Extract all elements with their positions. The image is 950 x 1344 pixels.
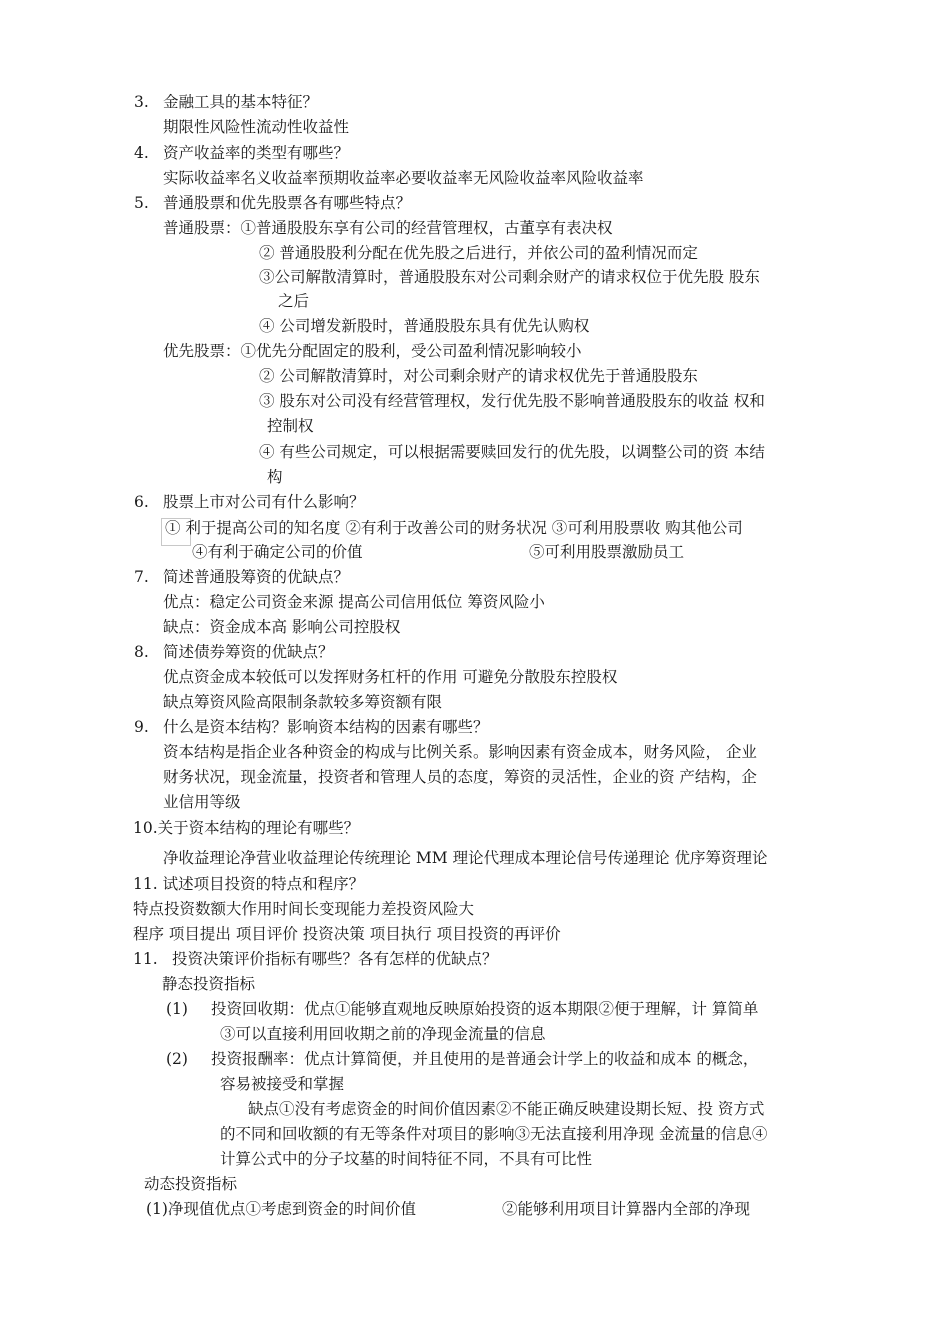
q9-number: 9. xyxy=(134,718,149,736)
static-item-2-disadvantages-2: 的不同和回收额的有无等条件对项目的影响③无法直接利用净现 金流量的信息④ xyxy=(220,1125,768,1143)
q7-question: 简述普通股筹资的优缺点？ xyxy=(163,568,350,586)
q6-answer-item-4: ④有利于确定公司的价值 xyxy=(192,543,363,561)
q9-answer-line-1: 资本结构是指企业各种资金的构成与比例关系。影响因素有资金成本，财务风险， 企业 xyxy=(163,743,757,761)
q7-disadvantages: 缺点：资金成本高 影响公司控股权 xyxy=(163,618,401,636)
q5-preferred-stock-point-4-cont: 构 xyxy=(267,468,283,486)
static-item-2-number: (2) xyxy=(166,1050,188,1068)
q4-question: 资产收益率的类型有哪些？ xyxy=(163,144,350,162)
q7-number: 7. xyxy=(134,568,149,586)
q11b-number: 11. xyxy=(133,950,158,968)
q9-question: 什么是资本结构？影响资本结构的因素有哪些？ xyxy=(163,718,489,736)
q6-number: 6. xyxy=(134,493,149,511)
q6-question: 股票上市对公司有什么影响？ xyxy=(163,493,365,511)
q5-preferred-stock-point-3-cont: 控制权 xyxy=(267,417,314,435)
dynamic-item-1-part-2: ②能够利用项目计算器内全部的净现 xyxy=(502,1200,751,1218)
q5-number: 5. xyxy=(134,194,149,212)
static-item-2-disadvantages-3: 计算公式中的分子坟墓的时间特征不同，不具有可比性 xyxy=(220,1150,593,1168)
q11-question: 11. 试述项目投资的特点和程序？ xyxy=(133,875,365,893)
q4-answer: 实际收益率名义收益率预期收益率必要收益率无风险收益率风险收益率 xyxy=(163,169,644,187)
q10-question: 10.关于资本结构的理论有哪些？ xyxy=(133,819,360,837)
q3-answer: 期限性风险性流动性收益性 xyxy=(163,118,350,136)
q5-preferred-stock-point-1: 优先股票：①优先分配固定的股利，受公司盈利情况影响较小 xyxy=(163,342,582,360)
static-item-1-line-2: ③可以直接利用回收期之前的净现金流量的信息 xyxy=(220,1025,546,1043)
q6-answer-item-5: ⑤可利用股票激励员工 xyxy=(529,543,685,561)
q5-preferred-stock-point-2: ② 公司解散清算时，对公司剩余财产的请求权优先于普通股股东 xyxy=(259,367,698,385)
q5-preferred-stock-point-3: ③ 股东对公司没有经营管理权，发行优先股不影响普通股股东的收益 权和 xyxy=(259,392,765,410)
q8-question: 简述债券筹资的优缺点？ xyxy=(163,643,334,661)
q10-answer: 净收益理论净营业收益理论传统理论 MM 理论代理成本理论信号传递理论 优序筹资理论 xyxy=(163,849,768,867)
dynamic-item-1-part-1: (1)净现值优点①考虑到资金的时间价值 xyxy=(146,1200,416,1218)
q3-number: 3. xyxy=(134,93,149,111)
q9-answer-line-3: 业信用等级 xyxy=(163,793,241,811)
static-item-2-line-1: 投资报酬率：优点计算简便，并且使用的是普通会计学上的收益和成本 的概念， xyxy=(211,1050,759,1068)
static-item-1-line-1: 投资回收期：优点①能够直观地反映原始投资的返本期限②便于理解，计 算简单 xyxy=(211,1000,759,1018)
q6-answer-line-1: ① 利于提高公司的知名度 ②有利于改善公司的财务状况 ③可利用股票收 购其他公司 xyxy=(165,519,743,537)
q9-answer-line-2: 财务状况，现金流量，投资者和管理人员的态度，筹资的灵活性，企业的资 产结构，企 xyxy=(163,768,757,786)
q11-features: 特点投资数额大作用时间长变现能力差投资风险大 xyxy=(133,900,475,918)
q11b-question: 投资决策评价指标有哪些？各有怎样的优缺点？ xyxy=(172,950,498,968)
q5-question: 普通股票和优先股票各有哪些特点？ xyxy=(163,194,412,212)
q4-number: 4. xyxy=(134,144,149,162)
q5-preferred-stock-point-4: ④ 有些公司规定，可以根据需要赎回发行的优先股，以调整公司的资 本结 xyxy=(259,443,765,461)
dynamic-indicators-heading: 动态投资指标 xyxy=(144,1175,238,1193)
q5-common-stock-point-4: ④ 公司增发新股时，普通股股东具有优先认购权 xyxy=(259,317,590,335)
q8-advantages: 优点资金成本较低可以发挥财务杠杆的作用 可避免分散股东控股权 xyxy=(163,668,618,686)
q3-question: 金融工具的基本特征？ xyxy=(163,93,319,111)
q5-common-stock-point-3: ③公司解散清算时，普通股股东对公司剩余财产的请求权位于优先股 股东 xyxy=(259,268,760,286)
static-item-1-number: (1) xyxy=(166,1000,188,1018)
static-item-2-line-2: 容易被接受和掌握 xyxy=(220,1075,345,1093)
q7-advantages: 优点：稳定公司资金来源 提高公司信用低位 筹资风险小 xyxy=(163,593,545,611)
q5-common-stock-point-1: 普通股票：①普通股股东享有公司的经营管理权，古董享有表决权 xyxy=(163,219,613,237)
static-item-2-disadvantages-1: 缺点①没有考虑资金的时间价值因素②不能正确反映建设期长短、投 资方式 xyxy=(248,1100,765,1118)
q5-common-stock-point-3-cont: 之后 xyxy=(278,292,310,310)
q8-disadvantages: 缺点筹资风险高限制条款较多筹资额有限 xyxy=(163,693,443,711)
q11-procedure: 程序 项目提出 项目评价 投资决策 项目执行 项目投资的再评价 xyxy=(133,925,561,943)
static-indicators-heading: 静态投资指标 xyxy=(162,975,256,993)
q8-number: 8. xyxy=(134,643,149,661)
q5-common-stock-point-2: ② 普通股股利分配在优先股之后进行，并依公司的盈利情况而定 xyxy=(259,244,698,262)
